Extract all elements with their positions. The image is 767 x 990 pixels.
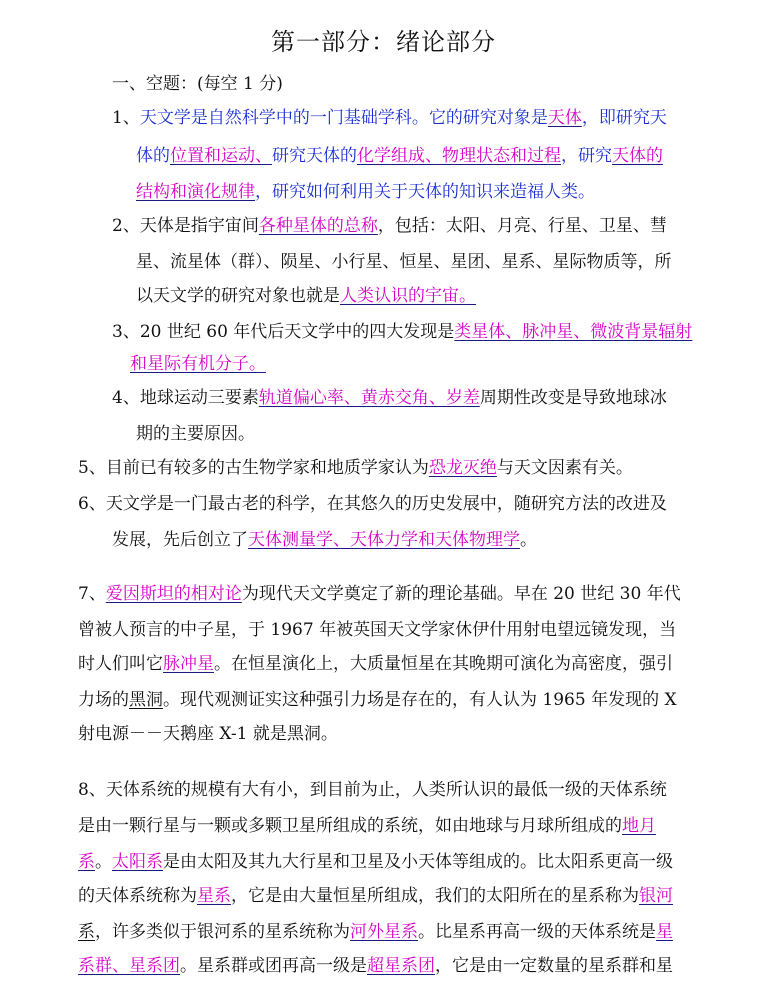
answer-text: 人类认识的宇宙。 — [340, 286, 476, 306]
text-line-4 — [136, 180, 595, 204]
answer-text: 天体 — [547, 108, 582, 128]
body-text: 一、空题：(每空 1 分) — [112, 74, 283, 94]
text-line-3 — [136, 144, 663, 168]
answer-text: 结构和演化规律 — [136, 182, 255, 202]
body-text: ，研究如何利用关于天体的知识来造福人类。 — [255, 182, 595, 202]
answer-text: 系 — [78, 922, 95, 942]
body-text: 研究天体的 — [272, 146, 357, 166]
body-text: 期的主要原因。 — [136, 424, 255, 444]
answer-text: 黑洞 — [129, 690, 163, 710]
text-line-6 — [136, 250, 672, 274]
answer-text: 天体的 — [612, 146, 663, 166]
body-text: 。比星系再高一级的天体系统是 — [418, 922, 656, 942]
answer-text: 爱因斯坦的相对论 — [105, 584, 242, 604]
text-line-10 — [112, 386, 667, 410]
body-text: 周期性改变是导致地球冰 — [479, 388, 667, 408]
answer-text: 位置和运动、 — [170, 146, 272, 166]
body-text: 以天文学的研究对象也就是 — [136, 286, 340, 306]
body-text: 与天文因素有关。 — [496, 458, 633, 478]
body-text: 8、天体系统的规模有大有小，到目前为止，人类所认识的最低一级的天体系统 — [78, 780, 667, 800]
body-text: 曾被人预言的中子星，于 1967 年被英国天文学家休伊什用射电望远镜发现，当 — [78, 620, 677, 640]
text-line-17 — [78, 652, 673, 676]
page-title: 第一部分：绪论部分 — [271, 28, 496, 56]
body-text: 体的 — [136, 146, 170, 166]
body-text: 天文学是自然科学中的一门基础学科。它的研究对象是 — [139, 108, 548, 128]
answer-text: 各种星体的总称 — [258, 216, 378, 236]
body-text: ，研究 — [561, 146, 612, 166]
answer-text: 超星系团 — [367, 956, 435, 976]
text-line-15 — [78, 582, 681, 606]
text-line-21 — [78, 814, 656, 838]
text-line-25 — [78, 954, 673, 978]
answer-text: 天体测量学、天体力学和天体物理学 — [248, 530, 520, 550]
text-line-2 — [112, 106, 667, 130]
answer-text: 太阳系 — [112, 852, 163, 872]
body-text: 6、天文学是一门最古老的科学，在其悠久的历史发展中，随研究方法的改进及 — [78, 494, 667, 514]
answer-text: 地月 — [622, 816, 656, 836]
body-text: ，包括：太阳、月亮、行星、卫星、彗 — [377, 216, 667, 236]
text-line-13 — [78, 492, 667, 516]
body-text: 为现代天文学奠定了新的理论基础。早在 20 世纪 30 年代 — [241, 584, 681, 604]
text-line-16 — [78, 618, 676, 642]
text-line-20 — [78, 778, 667, 802]
answer-text: 银河 — [639, 886, 673, 906]
answer-text: 河外星系 — [350, 922, 418, 942]
answer-text: 星 — [656, 922, 673, 942]
text-line-18 — [78, 688, 677, 712]
text-line-1 — [112, 72, 283, 96]
body-text: 时人们叫它 — [78, 654, 163, 674]
body-text: 7、 — [78, 584, 106, 604]
text-line-19 — [78, 722, 338, 746]
body-text: 是由一颗行星与一颗或多颗卫星所组成的系统，如由地球与月球所组成的 — [78, 816, 622, 836]
text-line-9 — [130, 352, 266, 376]
text-line-23 — [78, 884, 673, 908]
body-text: 发展，先后创立了 — [112, 530, 248, 550]
answer-text: 恐龙灭绝 — [428, 458, 497, 478]
text-line-5 — [112, 214, 667, 238]
body-text: 的天体系统称为 — [78, 886, 197, 906]
answer-text: 系 — [78, 852, 95, 872]
body-text: 。在恒星演化上，大质量恒星在其晚期可演化为高密度，强引 — [214, 654, 673, 674]
answer-text: 星系 — [197, 886, 231, 906]
body-text: 。星系群或团再高一级是 — [180, 956, 367, 976]
answer-text: 轨道偏心率、黄赤交角、岁差 — [258, 388, 480, 408]
body-text: 是由太阳及其九大行星和卫星及小天体等组成的。比太阳系更高一级 — [163, 852, 673, 872]
body-text: 。现代观测证实这种强引力场是存在的，有人认为 1965 年发现的 X — [163, 690, 677, 710]
body-text: 1、 — [112, 108, 140, 128]
text-line-8 — [112, 320, 692, 344]
text-line-24 — [78, 920, 673, 944]
body-text: 2、天体是指宇宙间 — [112, 216, 259, 236]
body-text: 5、目前已有较多的古生物学家和地质学家认为 — [78, 458, 429, 478]
text-line-22 — [78, 850, 673, 874]
body-text: ，许多类似于银河系的星系统称为 — [95, 922, 350, 942]
answer-text: 系群、星系团 — [78, 956, 180, 976]
body-text: 射电源－－天鹅座 X-1 就是黑洞。 — [78, 724, 338, 744]
body-text: 4、地球运动三要素 — [112, 388, 259, 408]
answer-text: 类星体、脉冲星、微波背景辐射 — [454, 322, 693, 342]
answer-text: 和星际有机分子。 — [130, 354, 266, 374]
body-text: 星、流星体（群）、陨星、小行星、恒星、星团、星系、星际物质等，所 — [136, 252, 672, 272]
body-text: 。 — [95, 852, 112, 872]
body-text: ，它是由大量恒星所组成，我们的太阳所在的星系称为 — [231, 886, 639, 906]
body-text: 力场的 — [78, 690, 129, 710]
text-line-14 — [112, 528, 537, 552]
answer-text: 化学组成、物理状态和过程 — [357, 146, 561, 166]
text-line-7 — [136, 284, 476, 308]
body-text: ，即研究天 — [581, 108, 667, 128]
body-text: 3、20 世纪 60 年代后天文学中的四大发现是 — [112, 322, 455, 342]
answer-text: 脉冲星 — [163, 654, 214, 674]
body-text: 。 — [520, 530, 537, 550]
text-line-12 — [78, 456, 633, 480]
body-text: ，它是由一定数量的星系群和星 — [435, 956, 673, 976]
text-line-11 — [136, 422, 255, 446]
